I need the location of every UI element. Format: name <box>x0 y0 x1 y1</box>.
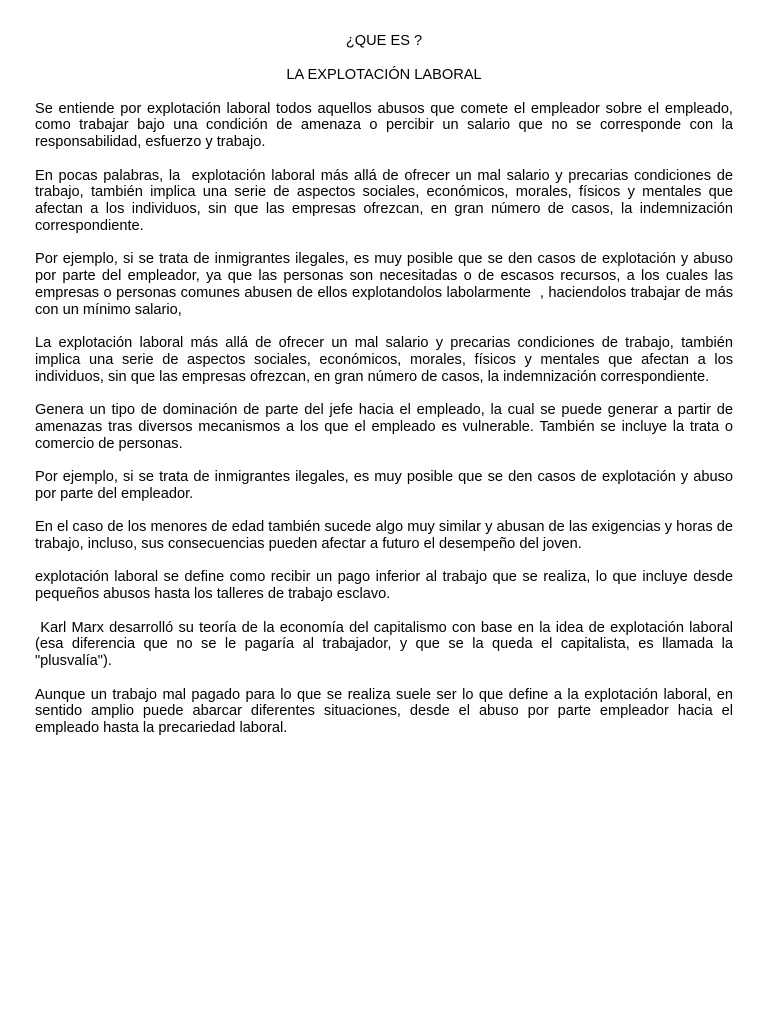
paragraph-domination: Genera un tipo de dominación de parte del jefe hacia el empleado, la cual se puede generar a partir de amenazas tras diversos mecanismos a los que el empleado es vulnerable. También se incluye la trata o comercio de personas. <box>35 402 738 452</box>
paragraph-immigrants-short: Por ejemplo, si se trata de inmigrantes ilegales, es muy posible que se den casos de explotación y abuso por parte del empleador. <box>35 469 738 502</box>
paragraph-aspects: La explotación laboral más allá de ofrecer un mal salario y precarias condiciones de trabajo, también implica una serie de aspectos sociales, económicos, morales, físicos y mentales que afectan a los individuos, sin que las empresas ofrezcan, en gran número de casos, la indemnización correspondiente. <box>35 335 738 385</box>
paragraph-conclusion: Aunque un trabajo mal pagado para lo que se realiza suele ser lo que define a la explotación laboral, en sentido amplio puede abarcar diferentes situaciones, desde el abuso por parte empleador hacia el empleado hasta la precariedad laboral. <box>35 686 738 737</box>
question-heading: ¿QUE ES ? <box>345 33 423 49</box>
paragraph-immigrants-example: Por ejemplo, si se trata de inmigrantes ilegales, es muy posible que se den casos de explotación y abuso por parte del empleador, ya que las personas son necesitadas o de escasos recursos, a los cuales las empresas o personas comunes abusen de ellos explotandolos labolarmente , haciendolos trabajar de más con un mínimo salario, <box>35 251 738 318</box>
paragraph-summary: En pocas palabras, la explotación laboral más allá de ofrecer un mal salario y precarias condiciones de trabajo, también implica una serie de aspectos sociales, económicos, morales, físicos y mentales que afectan a los individuos, sin que las empresas ofrezcan, en gran número de casos, la indemnización correspondiente. <box>35 167 738 234</box>
paragraph-minors: En el caso de los menores de edad también sucede algo muy similar y abusan de las exigencias y horas de trabajo, incluso, sus consecuencias pueden afectar a futuro el desempeño del joven. <box>35 519 738 553</box>
paragraph-karl-marx: Karl Marx desarrolló su teoría de la economía del capitalismo con base en la idea de explotación laboral (esa diferencia que no se le pagaría al trabajador, y que se la queda el capitalista, es llamada la "plusvalía"). <box>35 619 738 670</box>
paragraph-definition-pay: explotación laboral se define como recibir un pago inferior al trabajo que se realiza, lo que incluye desde pequeños abusos hasta los talleres de trabajo esclavo. <box>35 569 738 603</box>
document-title: LA EXPLOTACIÓN LABORAL <box>286 66 482 83</box>
paragraph-definition: Se entiende por explotación laboral todos aquellos abusos que comete el empleador sobre el empleado, como trabajar bajo una condición de amenaza o percibir un salario que no se corresponde con la responsabilidad, esfuerzo y trabajo. <box>35 100 738 151</box>
